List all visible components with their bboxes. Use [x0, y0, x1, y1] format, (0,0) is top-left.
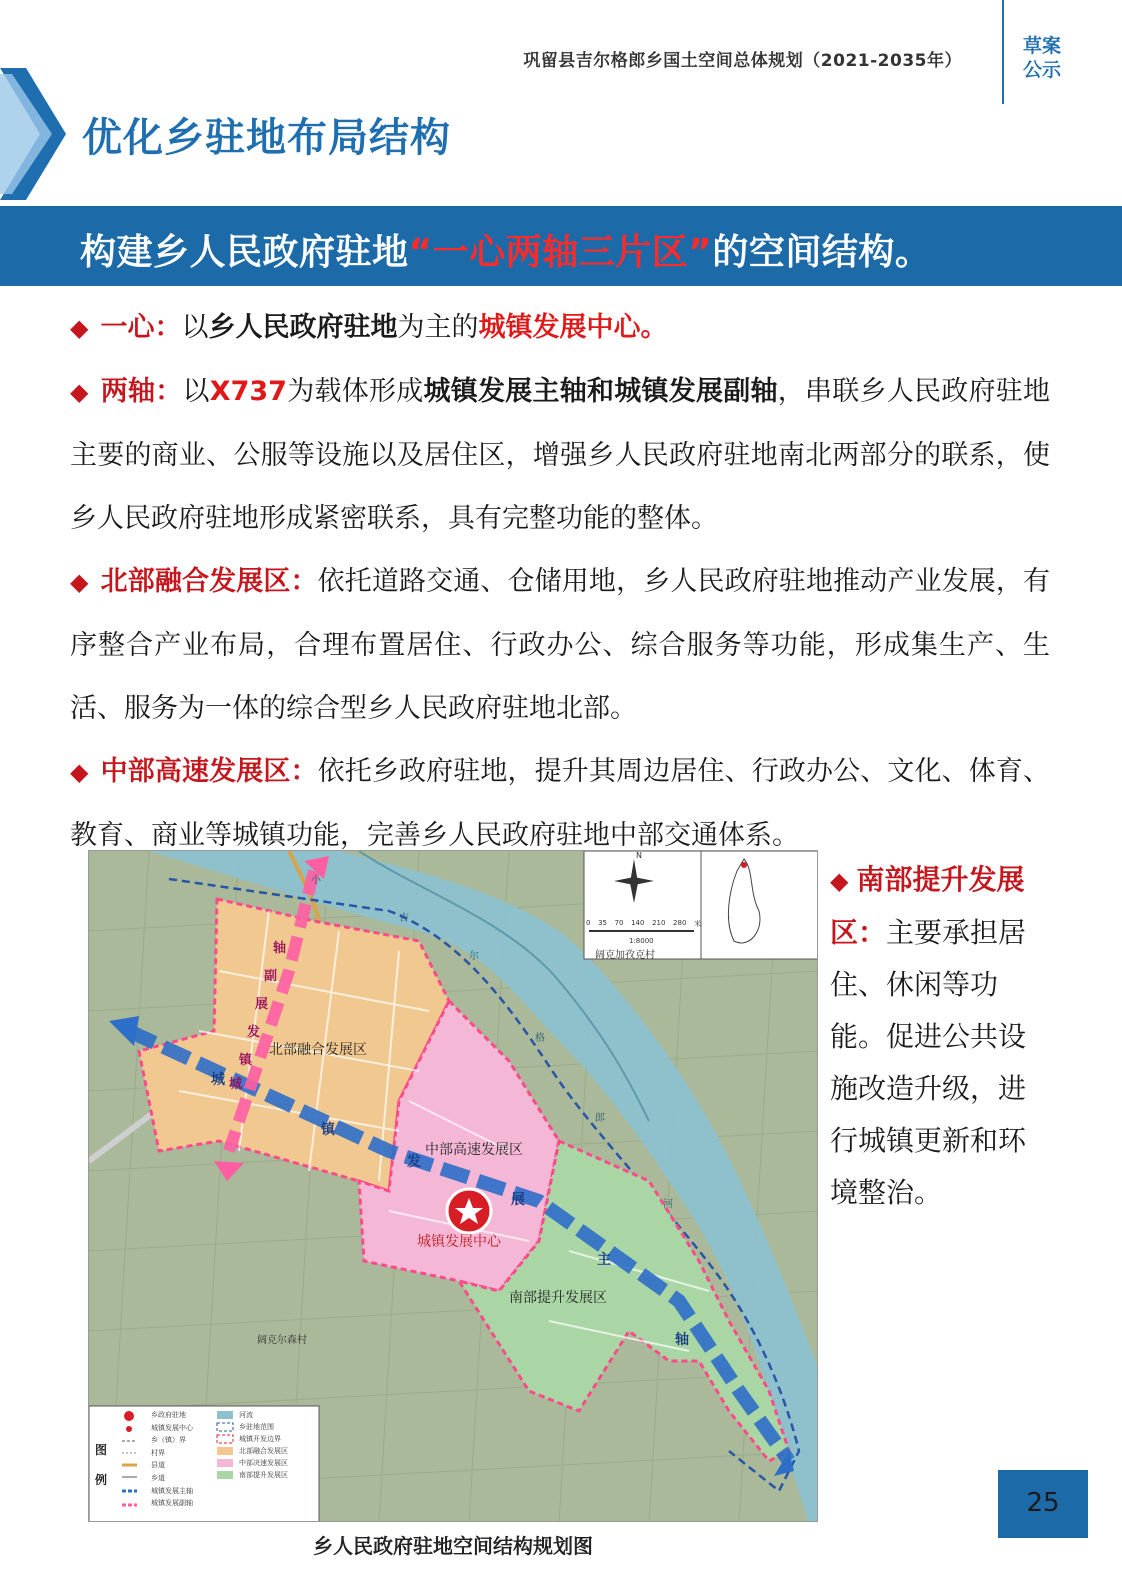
- sub-axis-label-char: 镇: [239, 1053, 253, 1068]
- paragraph-middle-zone: [70, 740, 1050, 867]
- paragraph-label: 一心：: [100, 312, 182, 343]
- paragraph-label: 南部提升发展区：: [830, 863, 1025, 949]
- legend-item: 城镇发展主轴: [151, 1486, 193, 1495]
- content-body: [70, 296, 1050, 867]
- legend-title-1: 图: [95, 1443, 108, 1457]
- diamond-bullet-icon: ◆: [70, 378, 89, 406]
- legend-item: 乡道: [151, 1473, 165, 1482]
- sub-axis-label-char: 城: [229, 1077, 243, 1092]
- sub-axis-label-char: 轴: [273, 941, 287, 956]
- sub-axis-label-char: 副: [264, 969, 278, 984]
- village-label-left: 阔克尔森村: [257, 1335, 307, 1346]
- scale-ratio: 1:8000: [629, 937, 654, 945]
- paragraph-north-zone: [70, 550, 1050, 740]
- paragraph-text: 为载体形成: [286, 376, 424, 407]
- chevron-decoration-icon: [0, 68, 70, 200]
- scale-unit: 米: [694, 920, 701, 928]
- sub-axis-label-char: 发: [247, 1025, 261, 1040]
- paragraph-bold-text: 乡人民政府驻地: [208, 312, 398, 343]
- main-axis-label-char: 镇: [321, 1122, 335, 1138]
- banner-suffix: 的空间结构。: [712, 232, 932, 273]
- river-label-char: 尔: [469, 951, 479, 962]
- diamond-bullet-icon: ◆: [70, 314, 89, 342]
- paragraph-text: 主要承担居住、休闲等功能。促进公共设施改造升级，进行城镇更新和环境整治。: [830, 916, 1027, 1209]
- draft-badge: [1017, 34, 1067, 82]
- legend-item: 乡政府驻地: [151, 1411, 186, 1419]
- river-label-char: 河: [663, 1199, 673, 1210]
- section-title: 优化乡驻地布局结构: [82, 115, 451, 161]
- legend-column-1: [151, 1409, 193, 1510]
- paragraph-label: 中部高速发展区：: [100, 756, 318, 787]
- main-axis-label-char: 城: [211, 1072, 225, 1088]
- legend-item: 中部决速发展区: [239, 1459, 288, 1467]
- river-label-char: 郎: [595, 1113, 605, 1124]
- paragraph-text: 以: [181, 312, 209, 343]
- village-label-right: 阔克加孜克村: [595, 950, 655, 961]
- paragraph-two-axes: [70, 360, 1050, 550]
- paragraph-label: 北部融合发展区：: [100, 566, 318, 597]
- legend-item: 乡驻地范围: [239, 1423, 274, 1431]
- river-label-char: 小: [311, 875, 321, 886]
- page-number: 25: [1026, 1488, 1060, 1518]
- diamond-bullet-icon: ◆: [70, 568, 89, 596]
- banner-text: [80, 224, 931, 275]
- legend-item: 北部融合发展区: [239, 1447, 288, 1455]
- main-axis-label-char: 展: [511, 1192, 525, 1208]
- legend-item: 乡（镇）界: [151, 1436, 186, 1445]
- scale-numbers: [586, 919, 701, 929]
- river-label-char: 吉: [399, 913, 409, 924]
- legend-item: 城镇发展副轴: [151, 1499, 193, 1508]
- legend-item: 村界: [151, 1448, 165, 1457]
- legend-column-2: [239, 1409, 288, 1481]
- map-graphic: [89, 851, 818, 1522]
- draft-badge-line1: 草案: [1022, 35, 1061, 57]
- banner-highlight: “一心两轴三片区”: [408, 232, 713, 273]
- paragraph-south-zone: [830, 854, 1050, 1219]
- paragraph-red-text: 城镇发展中心。: [478, 312, 668, 343]
- structure-banner: [0, 206, 1122, 286]
- compass-north-label: N: [636, 851, 642, 860]
- paragraph-red-text: X737: [209, 376, 287, 407]
- legend-title-2: 例: [95, 1473, 108, 1487]
- document-title: 巩留县吉尔格郎乡国土空间总体规划（2021-2035年）: [523, 51, 962, 71]
- scale-tick: 140: [631, 919, 645, 927]
- paragraph-text: 为主的: [397, 312, 479, 343]
- sub-axis-label-char: 展: [255, 997, 269, 1012]
- main-axis-label-char: 轴: [675, 1332, 689, 1348]
- diamond-bullet-icon: ◆: [830, 867, 849, 895]
- legend-item: 城镇发展中心: [151, 1423, 193, 1432]
- page-number-box: [998, 1470, 1088, 1538]
- paragraph-one-center: [70, 296, 1050, 360]
- legend-item: 县道: [151, 1461, 165, 1470]
- scale-tick: 35: [598, 919, 607, 927]
- scale-tick: 0: [586, 919, 591, 927]
- zone-label-south: 南部提升发展区: [509, 1290, 607, 1306]
- map-caption: 乡人民政府驻地空间结构规划图: [313, 1534, 593, 1558]
- legend-item: 城镇开发边界: [239, 1435, 281, 1443]
- paragraph-label: 两轴：: [100, 376, 183, 407]
- zone-label-north: 北部融合发展区: [269, 1042, 367, 1058]
- paragraph-bold-text: 城镇发展主轴和城镇发展副轴: [423, 376, 778, 407]
- main-axis-label-char: 发: [407, 1154, 421, 1170]
- legend-item: 河流: [239, 1411, 253, 1419]
- diamond-bullet-icon: ◆: [70, 758, 89, 786]
- paragraph-text: 以: [182, 376, 210, 407]
- scale-tick: 280: [673, 919, 687, 927]
- river-label-char: 格: [535, 1033, 545, 1044]
- zone-label-middle: 中部高速发展区: [425, 1142, 523, 1158]
- main-axis-label-char: 主: [597, 1252, 611, 1268]
- legend-item: 南部提升发展区: [239, 1471, 288, 1479]
- paragraph-text: ，串联乡人民政府驻地主要的商业、公服等设施以及居住区，增强乡人民政府驻地南北两部分的联系，使乡人民政府驻地形成紧密联系，具有完整功能的整体。: [70, 376, 1051, 534]
- draft-badge-line2: 公示: [1022, 59, 1061, 81]
- header-divider: [1002, 0, 1004, 104]
- paragraph-text: 依托乡政府驻地，提升其周边居住、行政办公、文化、体育、教育、商业等城镇功能，完善乡人民政府驻地中部交通体系。: [70, 756, 1051, 851]
- banner-prefix: 构建乡人民政府驻地: [80, 232, 409, 273]
- scale-tick: 210: [652, 919, 666, 927]
- scale-tick: 70: [614, 919, 624, 927]
- spatial-structure-map: [88, 850, 818, 1522]
- center-label: 城镇发展中心: [417, 1234, 501, 1250]
- paragraph-text: 依托道路交通、仓储用地，乡人民政府驻地推动产业发展，有序整合产业布局，合理布置居住、行政办公、综合服务等功能，形成集生产、生活、服务为一体的综合型乡人民政府驻地北部。: [70, 566, 1051, 724]
